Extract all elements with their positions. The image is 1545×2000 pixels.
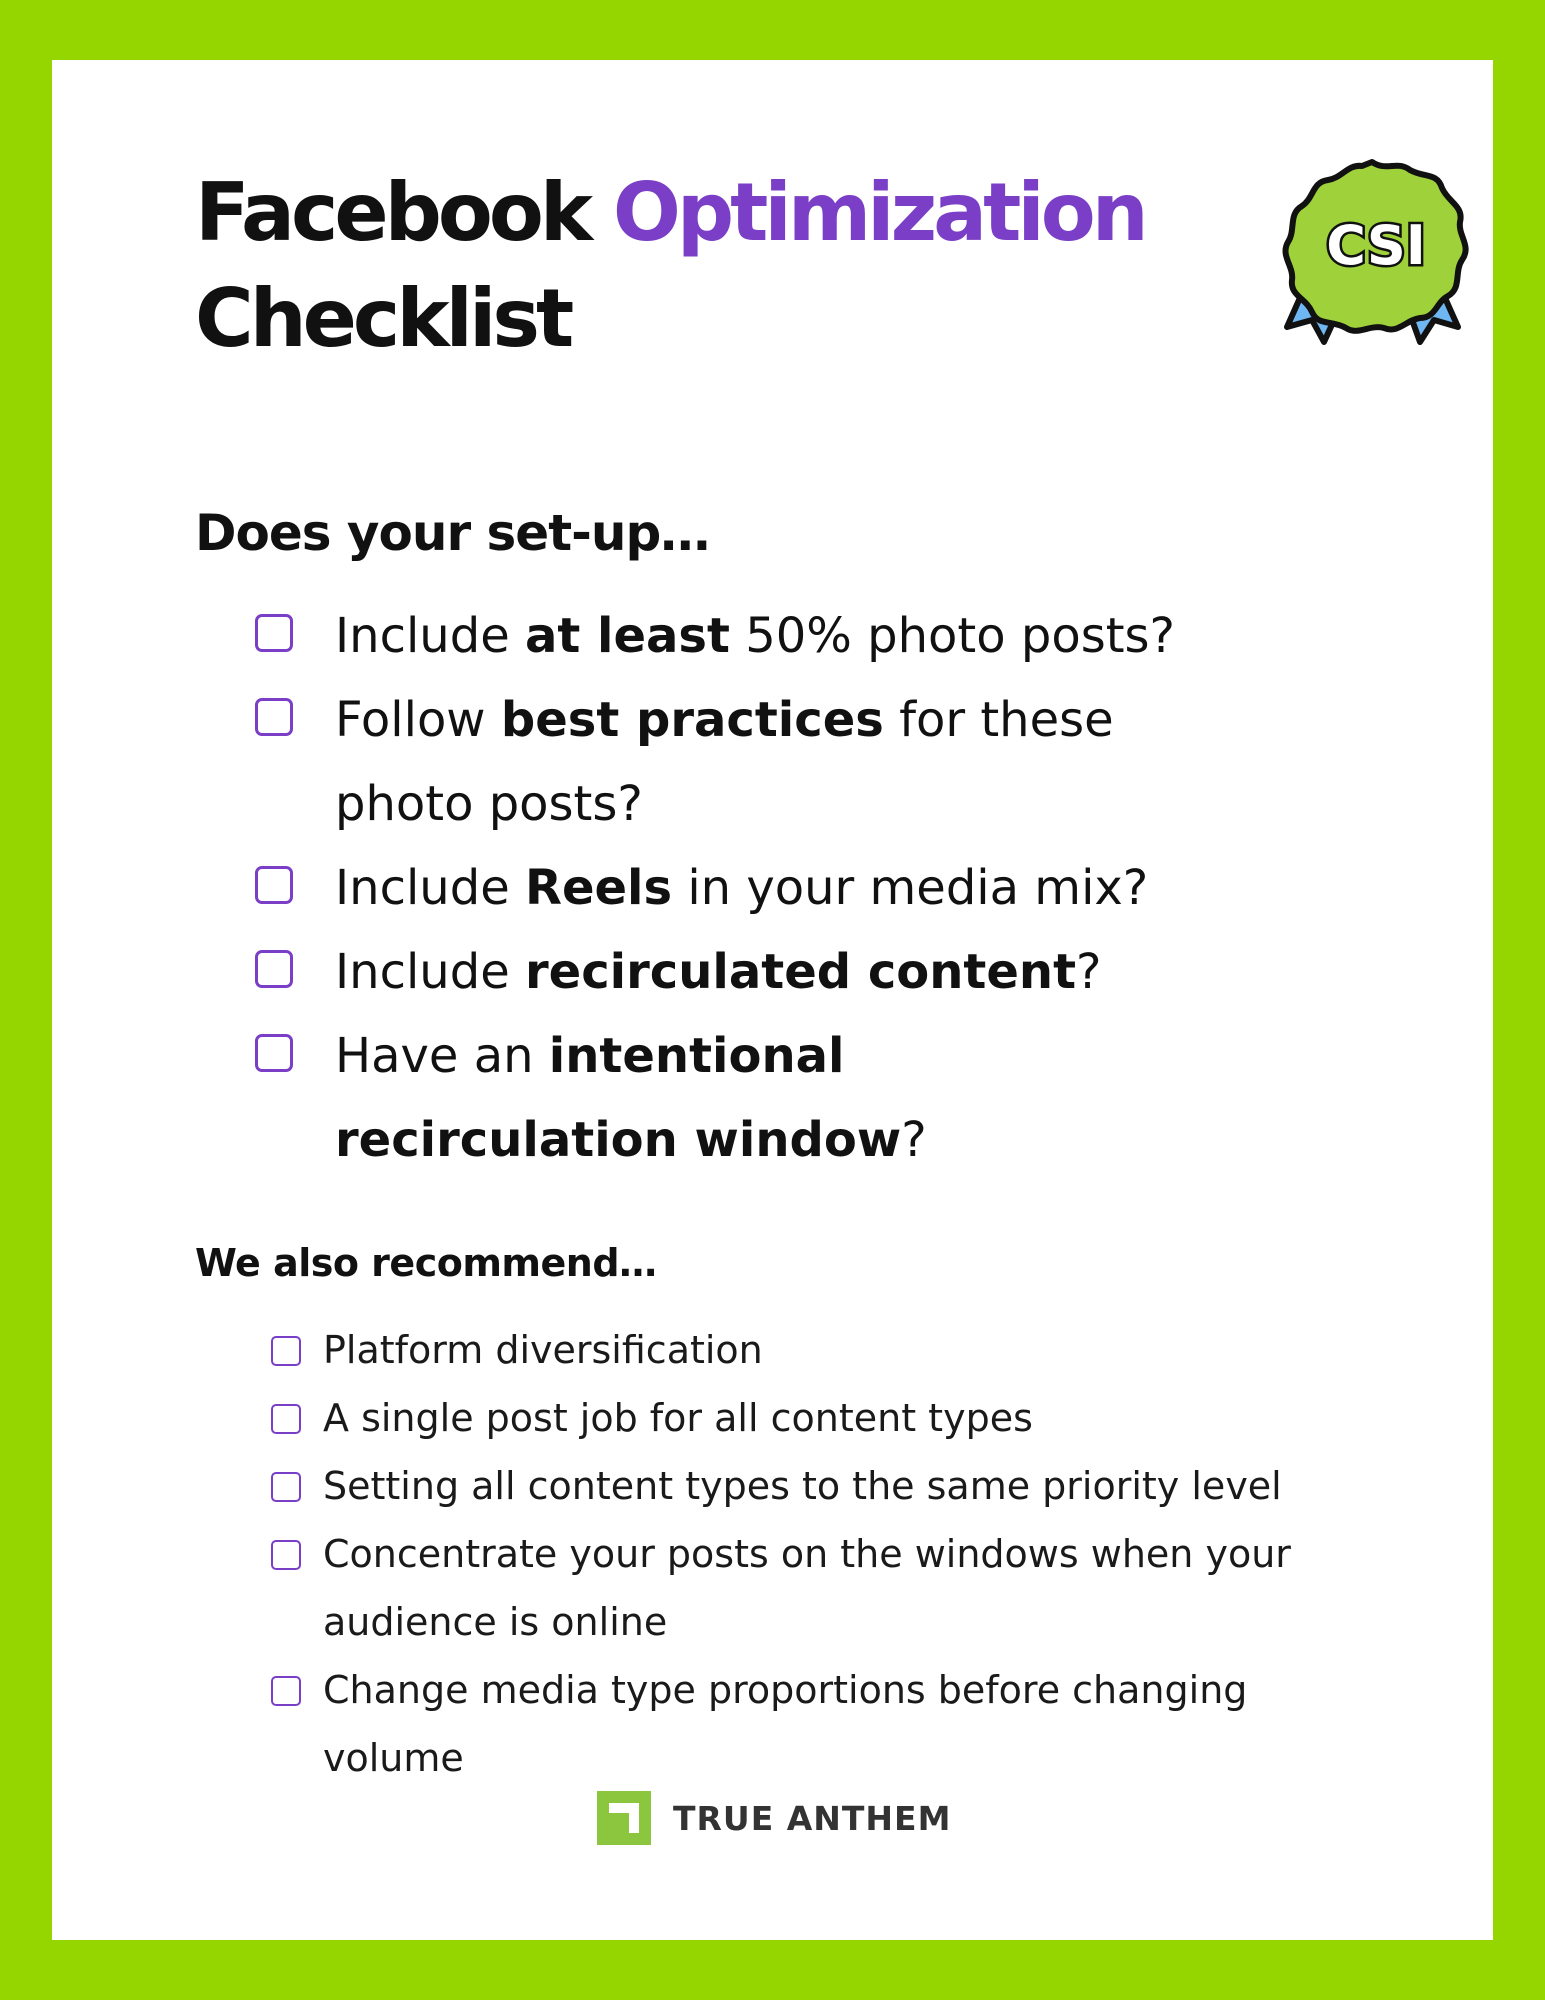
checkbox[interactable] [255,614,293,652]
recommend-item[interactable]: Concentrate your posts on the windows when your audience is online [195,1520,1415,1656]
setup-item-reels[interactable]: Include Reels in your media mix? [195,846,1395,930]
checkbox[interactable] [255,698,293,736]
recommend-item[interactable]: Setting all content types to the same priority level [195,1452,1415,1520]
checkbox[interactable] [271,1676,301,1706]
setup-item-best-practices[interactable]: Follow best practices for these photo posts? [195,678,1395,846]
recommend-item[interactable]: Change media type proportions before changing volume [195,1656,1415,1792]
checkbox[interactable] [255,950,293,988]
checkbox[interactable] [271,1540,301,1570]
page-title [195,160,1145,372]
checklist-page [52,60,1493,1940]
badge-label: CSI [1326,214,1426,277]
title-checklist: Checklist [195,272,571,365]
setup-checklist [195,594,1395,1182]
checkbox[interactable] [271,1472,301,1502]
recommend-item[interactable]: Platform diversification [195,1316,1415,1384]
recommend-heading: We also recommend… [195,1241,657,1285]
brand-name: TRUE ANTHEM [673,1798,952,1838]
setup-heading: Does your set-up… [195,504,710,562]
setup-item-recirculated[interactable]: Include recirculated content? [195,930,1395,1014]
checkbox[interactable] [255,866,293,904]
recommend-item[interactable]: A single post job for all content types [195,1384,1415,1452]
setup-item-recirculation-window[interactable]: Have an intentional recirculation window? [195,1014,1395,1182]
csi-badge-icon [1252,152,1492,352]
recommend-checklist [195,1316,1415,1792]
true-anthem-logo-icon [597,1791,651,1845]
title-optimization: Optimization [612,166,1145,259]
checkbox[interactable] [255,1034,293,1072]
checkbox[interactable] [271,1336,301,1366]
setup-item-photo-posts[interactable]: Include at least 50% photo posts? [195,594,1395,678]
brand-logo [597,1790,951,1846]
checkbox[interactable] [271,1404,301,1434]
title-facebook: Facebook [195,166,590,259]
